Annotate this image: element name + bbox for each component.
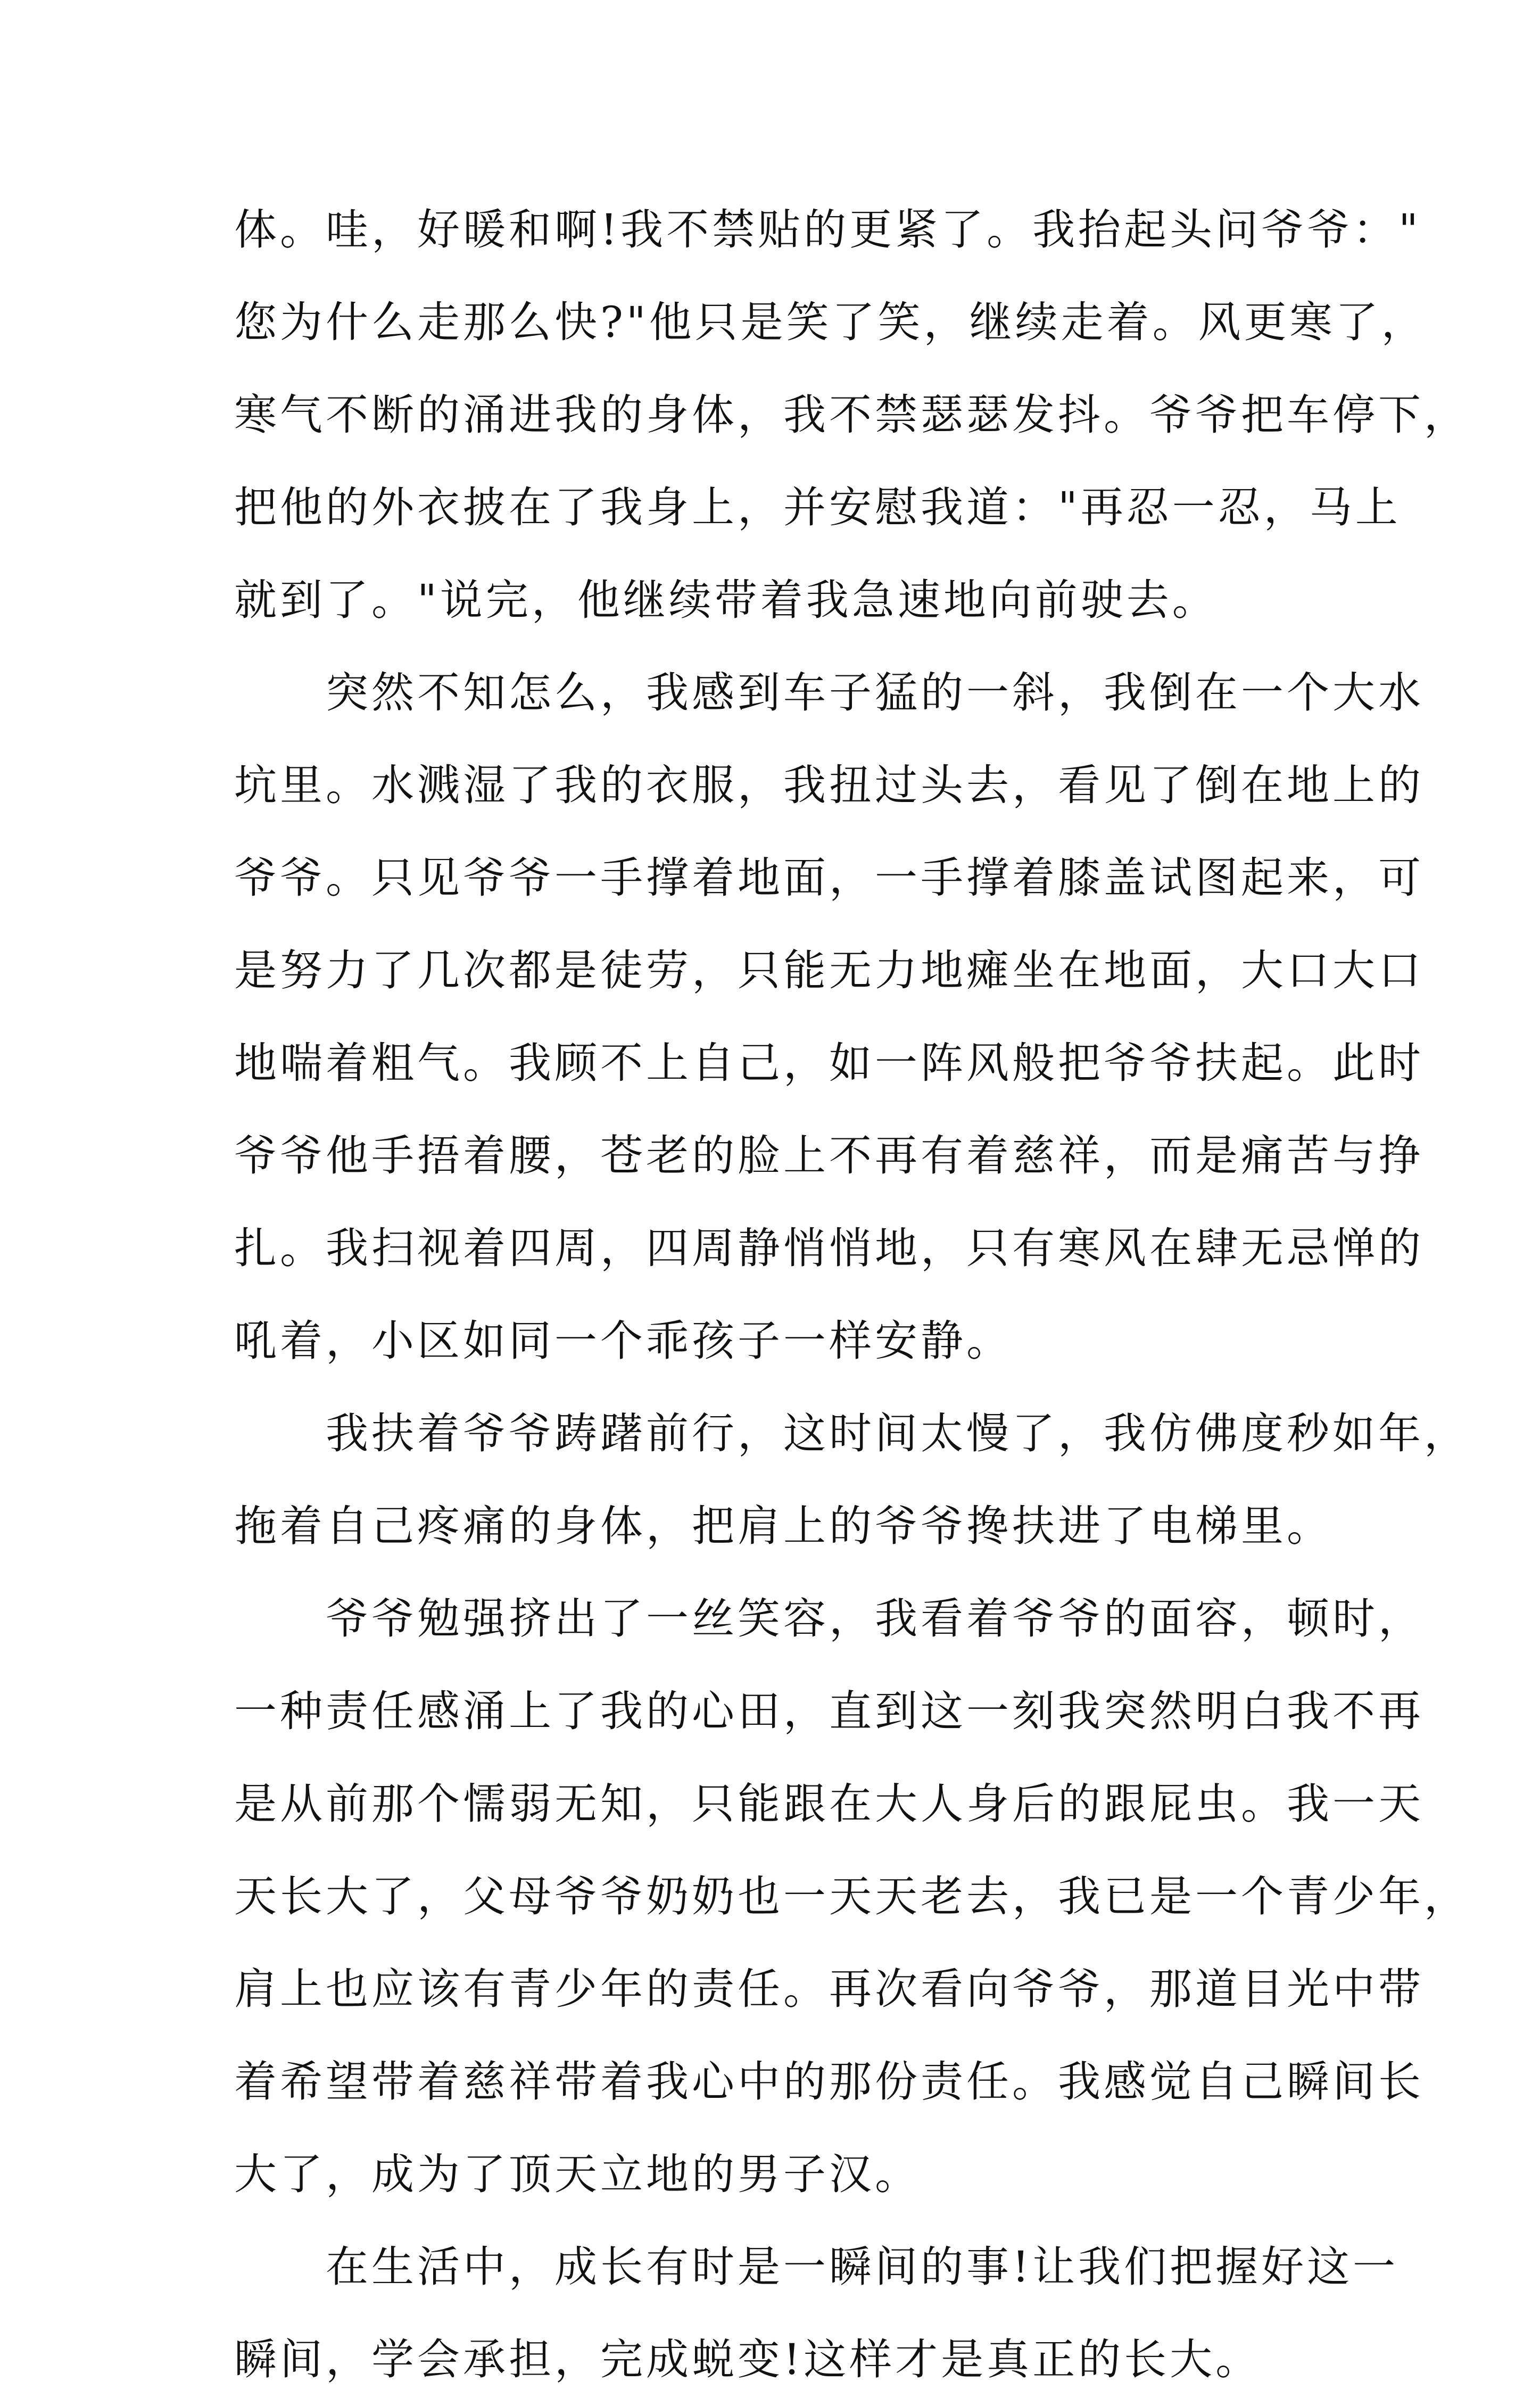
text-line: 爷爷勉强挤出了一丝笑容，我看着爷爷的面容，顿时， <box>234 1594 1424 1643</box>
text-line: 突然不知怎么，我感到车子猛的一斜，我倒在一个大水 <box>234 668 1424 717</box>
text-line: 吼着，小区如同一个乖孩子一样安静。 <box>234 1316 1012 1366</box>
text-line: 在生活中，成长有时是一瞬间的事!让我们把握好这一 <box>234 2242 1399 2292</box>
text-line: 寒气不断的涌进我的身体，我不禁瑟瑟发抖。爷爷把车停下， <box>234 390 1470 440</box>
text-line: 您为什么走那么快?"他只是笑了笑，继续走着。风更寒了， <box>234 297 1427 347</box>
text-line: 着希望带着慈祥带着我心中的那份责任。我感觉自己瞬间长 <box>234 2057 1424 2106</box>
text-line: 把他的外衣披在了我身上，并安慰我道："再忍一忍，马上 <box>234 483 1401 532</box>
text-line: 坑里。水溅湿了我的衣服，我扭过头去，看见了倒在地上的 <box>234 760 1424 810</box>
text-line: 大了，成为了顶天立地的男子汉。 <box>234 2149 921 2199</box>
text-line: 扎。我扫视着四周，四周静悄悄地，只有寒风在肆无忌惮的 <box>234 1223 1424 1273</box>
text-line: 天长大了，父母爷爷奶奶也一天天老去，我已是一个青少年， <box>234 1872 1470 1921</box>
text-line: 一种责任感涌上了我的心田，直到这一刻我突然明白我不再 <box>234 1686 1424 1736</box>
body-text <box>234 184 1470 2406</box>
text-line: 我扶着爷爷踌躇前行，这时间太慢了，我仿佛度秒如年， <box>234 1409 1470 1458</box>
text-line: 是努力了几次都是徒劳，只能无力地瘫坐在地面，大口大口 <box>234 946 1424 995</box>
text-line: 爷爷他手捂着腰，苍老的脸上不再有着慈祥，而是痛苦与挣 <box>234 1131 1424 1180</box>
text-line: 肩上也应该有青少年的责任。再次看向爷爷，那道目光中带 <box>234 1964 1424 2014</box>
text-line: 地喘着粗气。我顾不上自己，如一阵风般把爷爷扶起。此时 <box>234 1038 1424 1088</box>
text-line: 是从前那个懦弱无知，只能跟在大人身后的跟屁虫。我一天 <box>234 1779 1424 1829</box>
text-line: 就到了。"说完，他继续带着我急速地向前驶去。 <box>234 575 1218 625</box>
text-line: 爷爷。只见爷爷一手撑着地面，一手撑着膝盖试图起来，可 <box>234 853 1424 903</box>
text-line: 体。哇，好暖和啊!我不禁贴的更紧了。我抬起头问爷爷：" <box>234 205 1421 254</box>
text-line: 拖着自己疼痛的身体，把肩上的爷爷搀扶进了电梯里。 <box>234 1501 1332 1551</box>
text-line: 瞬间，学会承担，完成蜕变!这样才是真正的长大。 <box>234 2335 1262 2384</box>
